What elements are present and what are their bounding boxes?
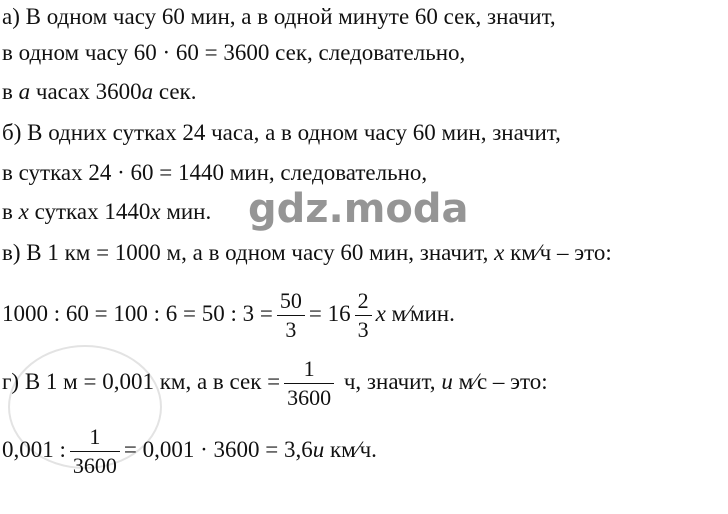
text-segment: 0,001 : xyxy=(2,437,66,462)
line-a2: в одном часу 60 · 60 = 3600 сек, следовательно, xyxy=(2,40,466,65)
text-segment: часах 3600 xyxy=(30,79,142,104)
text-segment: м⁄с – это: xyxy=(452,369,548,394)
variable-u: u xyxy=(312,437,325,462)
fraction xyxy=(70,426,120,477)
text-segment: в xyxy=(2,199,19,224)
line-b3 xyxy=(2,197,211,227)
text-segment: сутках 1440 xyxy=(28,199,151,224)
fraction-numerator: 50 xyxy=(277,290,305,316)
fraction-denominator: 3 xyxy=(357,317,369,343)
text-segment: сек. xyxy=(153,79,197,104)
fraction-numerator: 1 xyxy=(284,358,334,384)
variable-a: a xyxy=(141,79,154,104)
line-d1 xyxy=(2,352,548,412)
line-b2: в сутках 24 · 60 = 1440 мин, следовательно, xyxy=(2,160,428,185)
line-b1: б) В одних сутках 24 часа, а в одном часу 60 мин, значит, xyxy=(2,120,561,145)
text-segment: = 0,001 · 3600 = 3,6 xyxy=(123,437,313,462)
watermark-logo: gdz.moda xyxy=(248,186,469,232)
text-segment: мин. xyxy=(160,199,212,224)
variable-a: a xyxy=(18,79,31,104)
text-segment: км⁄ч. xyxy=(324,437,377,462)
text-segment: км⁄ч – это: xyxy=(504,240,612,265)
variable-x: x xyxy=(494,240,505,265)
variable-x: x xyxy=(150,199,161,224)
variable-x: x xyxy=(375,301,386,326)
fraction-numerator: 2 xyxy=(355,290,372,316)
text-segment: в) В 1 км = 1000 м, а в одном часу 60 мин, значит, xyxy=(2,240,495,265)
text-segment: г) В 1 м = 0,001 км, а в сек = xyxy=(2,369,281,394)
variable-u: u xyxy=(441,369,453,394)
fraction xyxy=(277,290,305,341)
text-segment: м⁄мин. xyxy=(385,301,455,326)
fraction-numerator: 1 xyxy=(70,426,120,452)
text-segment: = 16 xyxy=(308,301,351,326)
line-c2 xyxy=(2,284,455,344)
mixed-fraction xyxy=(355,290,372,341)
variable-x: x xyxy=(18,199,29,224)
fraction xyxy=(284,358,334,409)
fraction-denominator: 3600 xyxy=(72,453,117,479)
text-segment: в xyxy=(2,79,19,104)
line-d2 xyxy=(2,420,377,480)
text-segment: ч, значит, xyxy=(338,369,442,394)
fraction-denominator: 3 xyxy=(285,317,297,343)
fraction-denominator: 3600 xyxy=(287,385,332,411)
line-a1: а) В одном часу 60 мин, а в одной минуте 60 сек, значит, xyxy=(2,4,556,29)
line-c1 xyxy=(2,238,612,268)
line-a3 xyxy=(2,77,196,107)
text-segment: 1000 : 60 = 100 : 6 = 50 : 3 = xyxy=(2,301,273,326)
